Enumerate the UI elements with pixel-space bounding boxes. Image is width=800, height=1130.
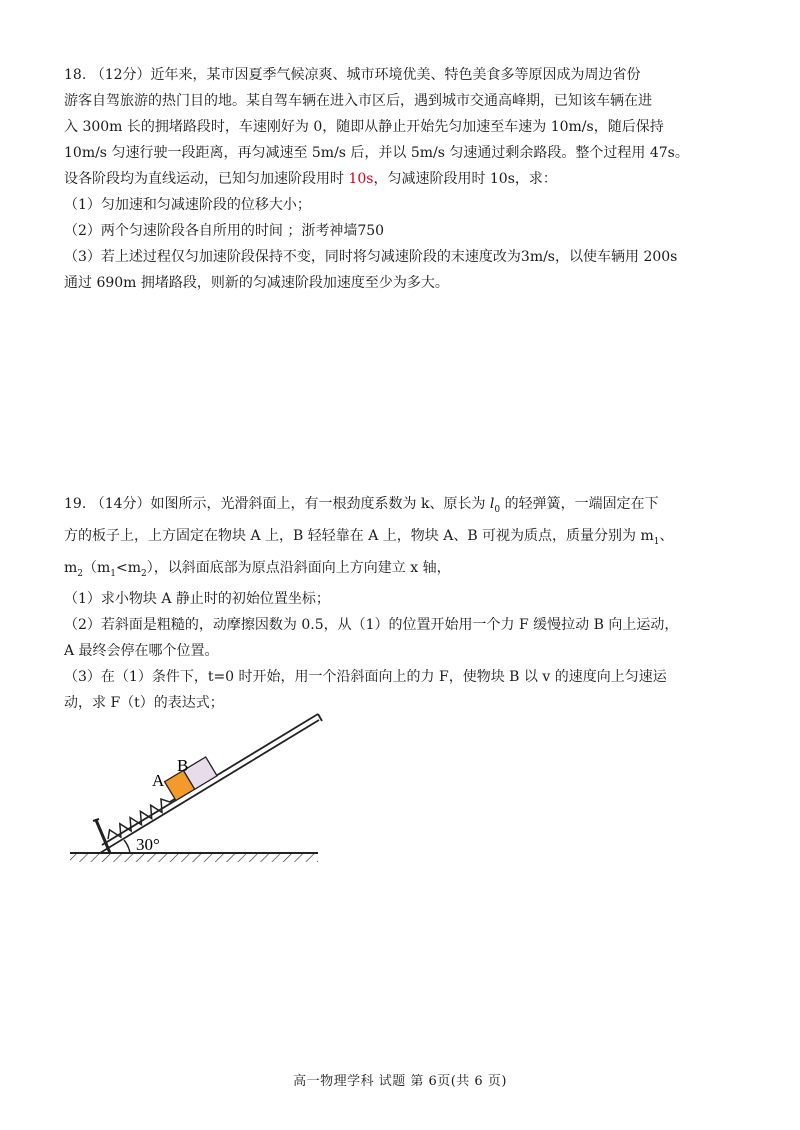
q19-line-3-a: m: [64, 559, 78, 576]
q18-line-4: 10m/s 匀速行驶一段距离，再匀减速至 5m/s 后，并以 5m/s 匀速通过剩余路段。整个过程用 47s。: [64, 145, 689, 161]
q19-item-3: （3）在（1）条件下，t=0 时开始，用一个沿斜面向上的力 F，使物块 B 以 v 的速度向上匀速运: [64, 669, 667, 686]
q19-sub-3: 1: [110, 568, 117, 579]
base-plate: [93, 819, 110, 853]
q19-sub-0: 0: [494, 504, 501, 515]
angle-arc: [124, 840, 130, 853]
q19-line-1: [64, 491, 740, 523]
label-a: A: [152, 771, 165, 790]
q18-line-5: [64, 166, 740, 192]
q19-line-3-b: （m: [83, 559, 111, 576]
q18-line-2: 游客自驾旅游的热门目的地。某自驾车辆在进入市区后，遇到城市交通高峰期，已知该车辆在进: [64, 93, 652, 109]
incline-objects: [98, 757, 219, 843]
q19-line-2: [64, 523, 740, 555]
label-b: B: [177, 756, 189, 775]
q18-item-3-cont: 通过 690m 拥堵路段，则新的匀减速阶段加速度至少为多大。: [64, 275, 449, 291]
q19-line-3-c: <m: [116, 559, 142, 576]
q19-sub-2: 2: [77, 568, 84, 579]
angle-label: 30°: [136, 835, 160, 854]
q18-item-3: （3）若上述过程仅匀加速阶段保持不变，同时将匀减速阶段的末速度改为3m/s，以使车辆用 200s: [64, 249, 678, 265]
question-19: [64, 491, 740, 716]
q18-line-5-a: 设各阶段均为直线运动，已知匀加速阶段用时: [64, 171, 349, 187]
question-18: [64, 62, 740, 296]
q18-highlight-time: 10s: [348, 171, 374, 187]
q19-line-2-b: 、: [659, 527, 674, 544]
q19-item-1: （1）求小物块 A 静止时的初始位置坐标；: [64, 591, 330, 608]
q18-item-2: （2）两个匀速阶段各自所用的时间 ；浙考神墙750: [64, 223, 385, 239]
ground-hatch: [70, 854, 318, 862]
q19-sub-1: 1: [653, 536, 660, 547]
q19-sub-4: 2: [141, 568, 147, 579]
q18-line-1: 18. （12分）近年来，某市因夏季气候凉爽、城市环境优美、特色美食多等原因成为周边省份: [64, 67, 641, 83]
q19-item-2: （2）若斜面是粗糙的，动摩擦因数为 0.5，从（1）的位置开始用一个力 F 缓慢拉动 B 向上运动，: [64, 617, 679, 634]
q19-line-1-a: 19. （14分）如图所示，光滑斜面上，有一根劲度系数为 k、原长为: [64, 496, 490, 512]
q19-var-l: l: [489, 496, 495, 512]
incline-diagram: [60, 700, 340, 880]
q18-line-3: 入 300m 长的拥堵路段时，车速刚好为 0，随即从静止开始先匀加速至车速为 10m/s，随后保持: [64, 119, 664, 135]
q18-line-5-b: ，匀减速阶段用时 10s，求：: [373, 171, 557, 187]
q18-item-1: （1）匀加速和匀减速阶段的位移大小；: [64, 197, 311, 213]
q19-item-3-cont: 动，求 F（t）的表达式；: [64, 695, 224, 712]
page-footer: 高一物理学科 试题 第 6页(共 6 页): [293, 1074, 507, 1089]
q19-line-3: [64, 555, 740, 587]
incline-plane: [100, 714, 322, 853]
q19-line-2-a: 方的板子上，上方固定在物块 A 上，B 轻轻靠在 A 上，物块 A、B 可视为质点，质量分别为 m: [64, 527, 654, 544]
q19-line-1-b: 的轻弹簧，一端固定在下: [500, 496, 659, 512]
incline-figure: [60, 700, 340, 880]
q19-item-2-cont: A 最终会停在哪个位置。: [64, 643, 219, 660]
q19-line-3-d: ），以斜面底部为原点沿斜面向上方向建立 x 轴，: [146, 559, 451, 576]
